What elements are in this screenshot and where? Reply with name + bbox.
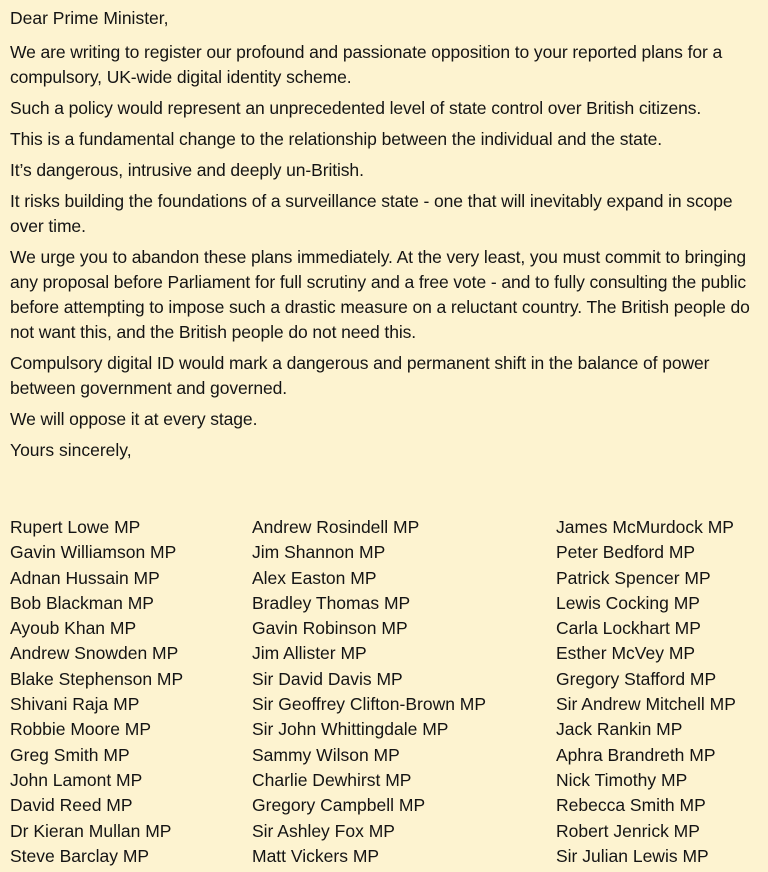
signatory-name: Lewis Cocking MP (556, 592, 700, 613)
signatory-name: Ayoub Khan MP (10, 618, 137, 639)
signatory-name: Sir Ashley Fox MP (252, 820, 395, 841)
letter-paragraph: We are writing to register our profound and passionate opposition to your reported plans for a compulsory, UK-wide digital identity scheme. (10, 42, 723, 87)
letter-paragraph: Such a policy would represent an unprecedented level of state control over British citizens. (10, 98, 702, 118)
signatory-name: Robert Jenrick MP (556, 820, 700, 841)
signatory-name: Sir Andrew Mitchell MP (556, 694, 736, 715)
signatory-name: Gregory Campbell MP (252, 795, 426, 816)
signatory-name: Bob Blackman MP (10, 592, 154, 613)
signatory-name: Gregory Stafford MP (556, 668, 717, 689)
letter-salutation: Dear Prime Minister, (10, 8, 169, 28)
signatory-name: Carla Lockhart MP (556, 618, 701, 639)
signatory-name: Alex Easton MP (252, 567, 377, 588)
signatory-name: Charlie Dewhirst MP (252, 769, 412, 790)
signatory-name: Matt Vickers MP (252, 845, 380, 866)
signatory-name: Aphra Brandreth MP (556, 744, 716, 765)
signatory-name: Sammy Wilson MP (252, 744, 400, 765)
signatories-column-2 (252, 515, 486, 869)
signatory-name: Nick Timothy MP (556, 769, 688, 790)
signatory-name: Greg Smith MP (10, 744, 130, 765)
signatory-name: Bradley Thomas MP (252, 592, 411, 613)
signatory-name: Rupert Lowe MP (10, 517, 141, 537)
signatory-name: Rebecca Smith MP (556, 795, 706, 816)
signatory-name: Sir David Davis MP (252, 668, 403, 689)
signatory-name: Adnan Hussain MP (10, 567, 160, 588)
signatory-name: Gavin Williamson MP (10, 542, 177, 563)
signatories-column-3 (556, 515, 736, 869)
letter-paragraph: Compulsory digital ID would mark a dangerous and permanent shift in the balance of power between government and governed. (10, 353, 710, 398)
signatory-name: Andrew Rosindell MP (252, 517, 420, 537)
signatory-name: Sir John Whittingdale MP (252, 719, 449, 740)
letter-paragraph: We urge you to abandon these plans immediately. At the very least, you must commit to bringing any proposal before Parliament for full scrutiny and a free vote - and to fully consulting the public before attempting to impose such a drastic measure on a reluctant country. The British people do not want this, and the British people do not need this. (10, 247, 750, 342)
signatory-name: Dr Kieran Mullan MP (10, 820, 172, 841)
signatory-name: Jim Shannon MP (252, 542, 386, 563)
signatory-name: Shivani Raja MP (10, 694, 140, 715)
signatory-name: Sir Julian Lewis MP (556, 845, 709, 866)
letter-paragraph: This is a fundamental change to the relationship between the individual and the state. (10, 129, 662, 149)
letter-paragraph: We will oppose it at every stage. (10, 409, 258, 429)
signatory-name: Esther McVey MP (556, 643, 696, 664)
signatories-column-1 (10, 515, 183, 869)
signatory-name: James McMurdock MP (556, 517, 734, 537)
signatory-name: Andrew Snowden MP (10, 643, 179, 664)
signatories-block (0, 515, 768, 872)
letter-closing: Yours sincerely, (10, 440, 132, 460)
signatory-name: John Lamont MP (10, 769, 143, 790)
signatory-name: Jim Allister MP (252, 643, 367, 664)
signatory-name: Robbie Moore MP (10, 719, 152, 740)
letter-body (10, 40, 758, 432)
letter-paragraph: It risks building the foundations of a surveillance state - one that will inevitably expand in scope over time. (10, 191, 733, 236)
signatory-name: Patrick Spencer MP (556, 567, 711, 588)
signatory-name: Sir Geoffrey Clifton-Brown MP (252, 694, 487, 715)
signatory-name: Gavin Robinson MP (252, 618, 408, 639)
letter-paragraph: It’s dangerous, intrusive and deeply un-British. (10, 160, 364, 180)
signatory-name: Peter Bedford MP (556, 542, 696, 563)
signatory-name: Steve Barclay MP (10, 845, 150, 866)
signatory-name: Jack Rankin MP (556, 719, 683, 740)
signatory-name: David Reed MP (10, 795, 133, 816)
signatory-name: Blake Stephenson MP (10, 668, 184, 689)
